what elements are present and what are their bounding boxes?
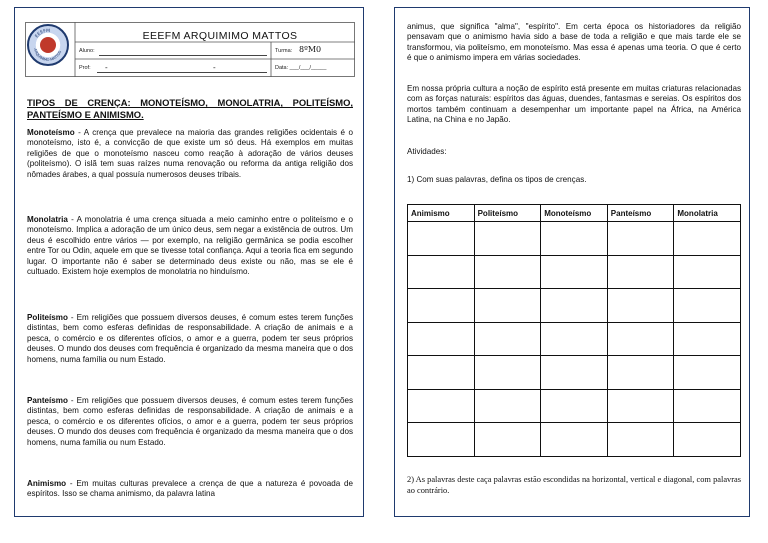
answer-cell[interactable] (408, 289, 475, 323)
answer-cell[interactable] (408, 222, 475, 256)
question-1: 1) Com suas palavras, defina os tipos de crenças. (407, 175, 587, 184)
table-row (408, 356, 741, 390)
table-row (408, 255, 741, 289)
answer-cell[interactable] (408, 322, 475, 356)
left-page (14, 7, 364, 517)
definition: - Em muitas culturas prevalece a crença de que a natureza é povoada de espíritos. Isso se chama animismo, da palavra latina (27, 479, 353, 499)
answer-cell[interactable] (408, 356, 475, 390)
beliefs-table (407, 204, 741, 457)
term: Animismo (27, 479, 67, 488)
answer-cell[interactable] (474, 356, 541, 390)
activities-heading: Atividades: (407, 147, 447, 156)
answer-cell[interactable] (607, 255, 674, 289)
definition: - A crença que prevalece na maioria das grandes religiões ocidentais é o monoteísmo, isto é, a convicção de que existe um só deus. Há exemplos em muitas religiões de que o monoteísmo nasceu como reação à adoração de vários deuses (politeísmo). O islã tem suas raízes numa renovação ou reforma da antiga religião dos nômades árabes, a qual possuía numerosos deuses tribais. (27, 128, 353, 179)
prof-line[interactable] (97, 72, 267, 73)
paragraph-animismo (27, 479, 353, 500)
table-row (408, 423, 741, 457)
table-header-row (408, 205, 741, 222)
answer-cell[interactable] (607, 356, 674, 390)
answer-cell[interactable] (541, 322, 608, 356)
answer-cell[interactable] (541, 255, 608, 289)
svg-text:ARQUIMIMO MATTOS: ARQUIMIMO MATTOS (33, 48, 63, 63)
answer-cell[interactable] (674, 389, 741, 423)
paragraph-espiritos: Em nossa própria cultura a noção de espírito está presente em muitas criaturas relacionadas com as forças naturais: espíritos das águas, duendes, fantasmas e sereias. Os espíritos dos mortos também continuam a desempenhar um importante papel na África, na América Latina, na China e no Japão. (407, 84, 741, 125)
col-animismo: Animismo (408, 205, 475, 222)
term: Politeísmo (27, 313, 68, 322)
prof-value: - (105, 63, 108, 72)
definition: - A monolatria é uma crença situada a meio caminho entre o politeísmo e o monoteísmo. Implica a adoração de um único deus, sem negar a existência de outros. Um deus é escolhido entre vários — por exemplo, na religião germânica se podia escolher entre Tor ou Odin, aquele em que se tivesse total confiança. Aqui a teoria fica em segundo lugar. O importante não é saber se determinado deus existe ou não, mas se ele é cultuado. Existem hoje exemplos de monolatria no hinduísmo. (27, 215, 353, 277)
answer-cell[interactable] (674, 423, 741, 457)
right-page (394, 7, 750, 517)
answer-cell[interactable] (541, 389, 608, 423)
answer-cell[interactable] (541, 356, 608, 390)
worksheet-title: TIPOS DE CRENÇA: MONOTEÍSMO, MONOLATRIA, POLITEÍSMO, PANTEÍSMO E ANIMISMO. (27, 97, 353, 120)
col-panteismo: Panteísmo (607, 205, 674, 222)
worksheet-header (25, 22, 355, 88)
school-logo (27, 24, 69, 66)
date-field[interactable]: Data: ___/___/_____ (275, 65, 327, 71)
answer-cell[interactable] (541, 289, 608, 323)
aluno-line[interactable] (99, 55, 267, 56)
answer-cell[interactable] (674, 322, 741, 356)
term: Panteísmo (27, 396, 68, 405)
definition: - Em religiões que possuem diversos deuses, é comum estes terem funções distintas, bem como esferas definidas de responsabilidade. A criação de animais e a pesca, o comércio e os diferentes ofícios, o amor e a guerra, podem ter seus próprios deuses. O mundo dos deuses com frequência é organizado da mesma maneira que o dos homens, numa família ou num Estado. (27, 396, 353, 447)
answer-cell[interactable] (674, 222, 741, 256)
col-monoteismo: Monoteísmo (541, 205, 608, 222)
paragraph-politeismo (27, 313, 353, 365)
table-row (408, 222, 741, 256)
answer-cell[interactable] (541, 222, 608, 256)
aluno-label: Aluno: (79, 48, 95, 54)
paragraph-monoteismo (27, 128, 353, 180)
paragraph-panteismo (27, 396, 353, 448)
answer-cell[interactable] (474, 289, 541, 323)
answer-cell[interactable] (408, 423, 475, 457)
answer-cell[interactable] (607, 389, 674, 423)
turma-label: Turma: (275, 48, 293, 54)
paragraph-monolatria (27, 215, 353, 277)
col-monolatria: Monolatria (674, 205, 741, 222)
svg-text:EEEFM: EEEFM (34, 28, 51, 40)
paragraph-animismo-continued: animus, que significa "alma", "espírito". Em certa época os historiadores da religião pensavam que o animismo havia sido a base de toda a religião e que mais tarde ele se transformou, via politeísmo, em monoteísmo. Mas essa é apenas uma teoria. O que é certo é que o animismo impera em várias sociedades. (407, 22, 741, 63)
answer-cell[interactable] (474, 222, 541, 256)
answer-cell[interactable] (607, 322, 674, 356)
col-politeismo: Politeísmo (474, 205, 541, 222)
answer-cell[interactable] (674, 255, 741, 289)
answer-cell[interactable] (474, 423, 541, 457)
table-row (408, 322, 741, 356)
term: Monolatria (27, 215, 68, 224)
prof-value-2: - (213, 63, 216, 72)
answer-cell[interactable] (607, 222, 674, 256)
answer-cell[interactable] (674, 289, 741, 323)
question-2: 2) As palavras deste caça palavras estão escondidas na horizontal, vertical e diagonal, com palavras ao contrário. (407, 475, 741, 495)
prof-label: Prof: (79, 65, 91, 71)
turma-value: 8ºM0 (299, 45, 322, 54)
answer-cell[interactable] (607, 289, 674, 323)
table-row (408, 389, 741, 423)
answer-cell[interactable] (408, 389, 475, 423)
definition: - Em religiões que possuem diversos deuses, é comum estes terem funções distintas, bem como esferas definidas de responsabilidade. A criação de animais e a pesca, o comércio e os diferentes ofícios, o amor e a guerra, podem ter seus próprios deuses. O mundo dos deuses com frequência é organizado da mesma maneira que o dos homens, numa família ou num Estado. (27, 313, 353, 364)
answer-cell[interactable] (474, 389, 541, 423)
answer-cell[interactable] (541, 423, 608, 457)
answer-cell[interactable] (474, 322, 541, 356)
school-name: EEEFM ARQUIMIMO MATTOS (142, 30, 298, 42)
answer-cell[interactable] (674, 356, 741, 390)
answer-cell[interactable] (408, 255, 475, 289)
table-row (408, 289, 741, 323)
term: Monoteísmo (27, 128, 75, 137)
answer-cell[interactable] (607, 423, 674, 457)
answer-cell[interactable] (474, 255, 541, 289)
